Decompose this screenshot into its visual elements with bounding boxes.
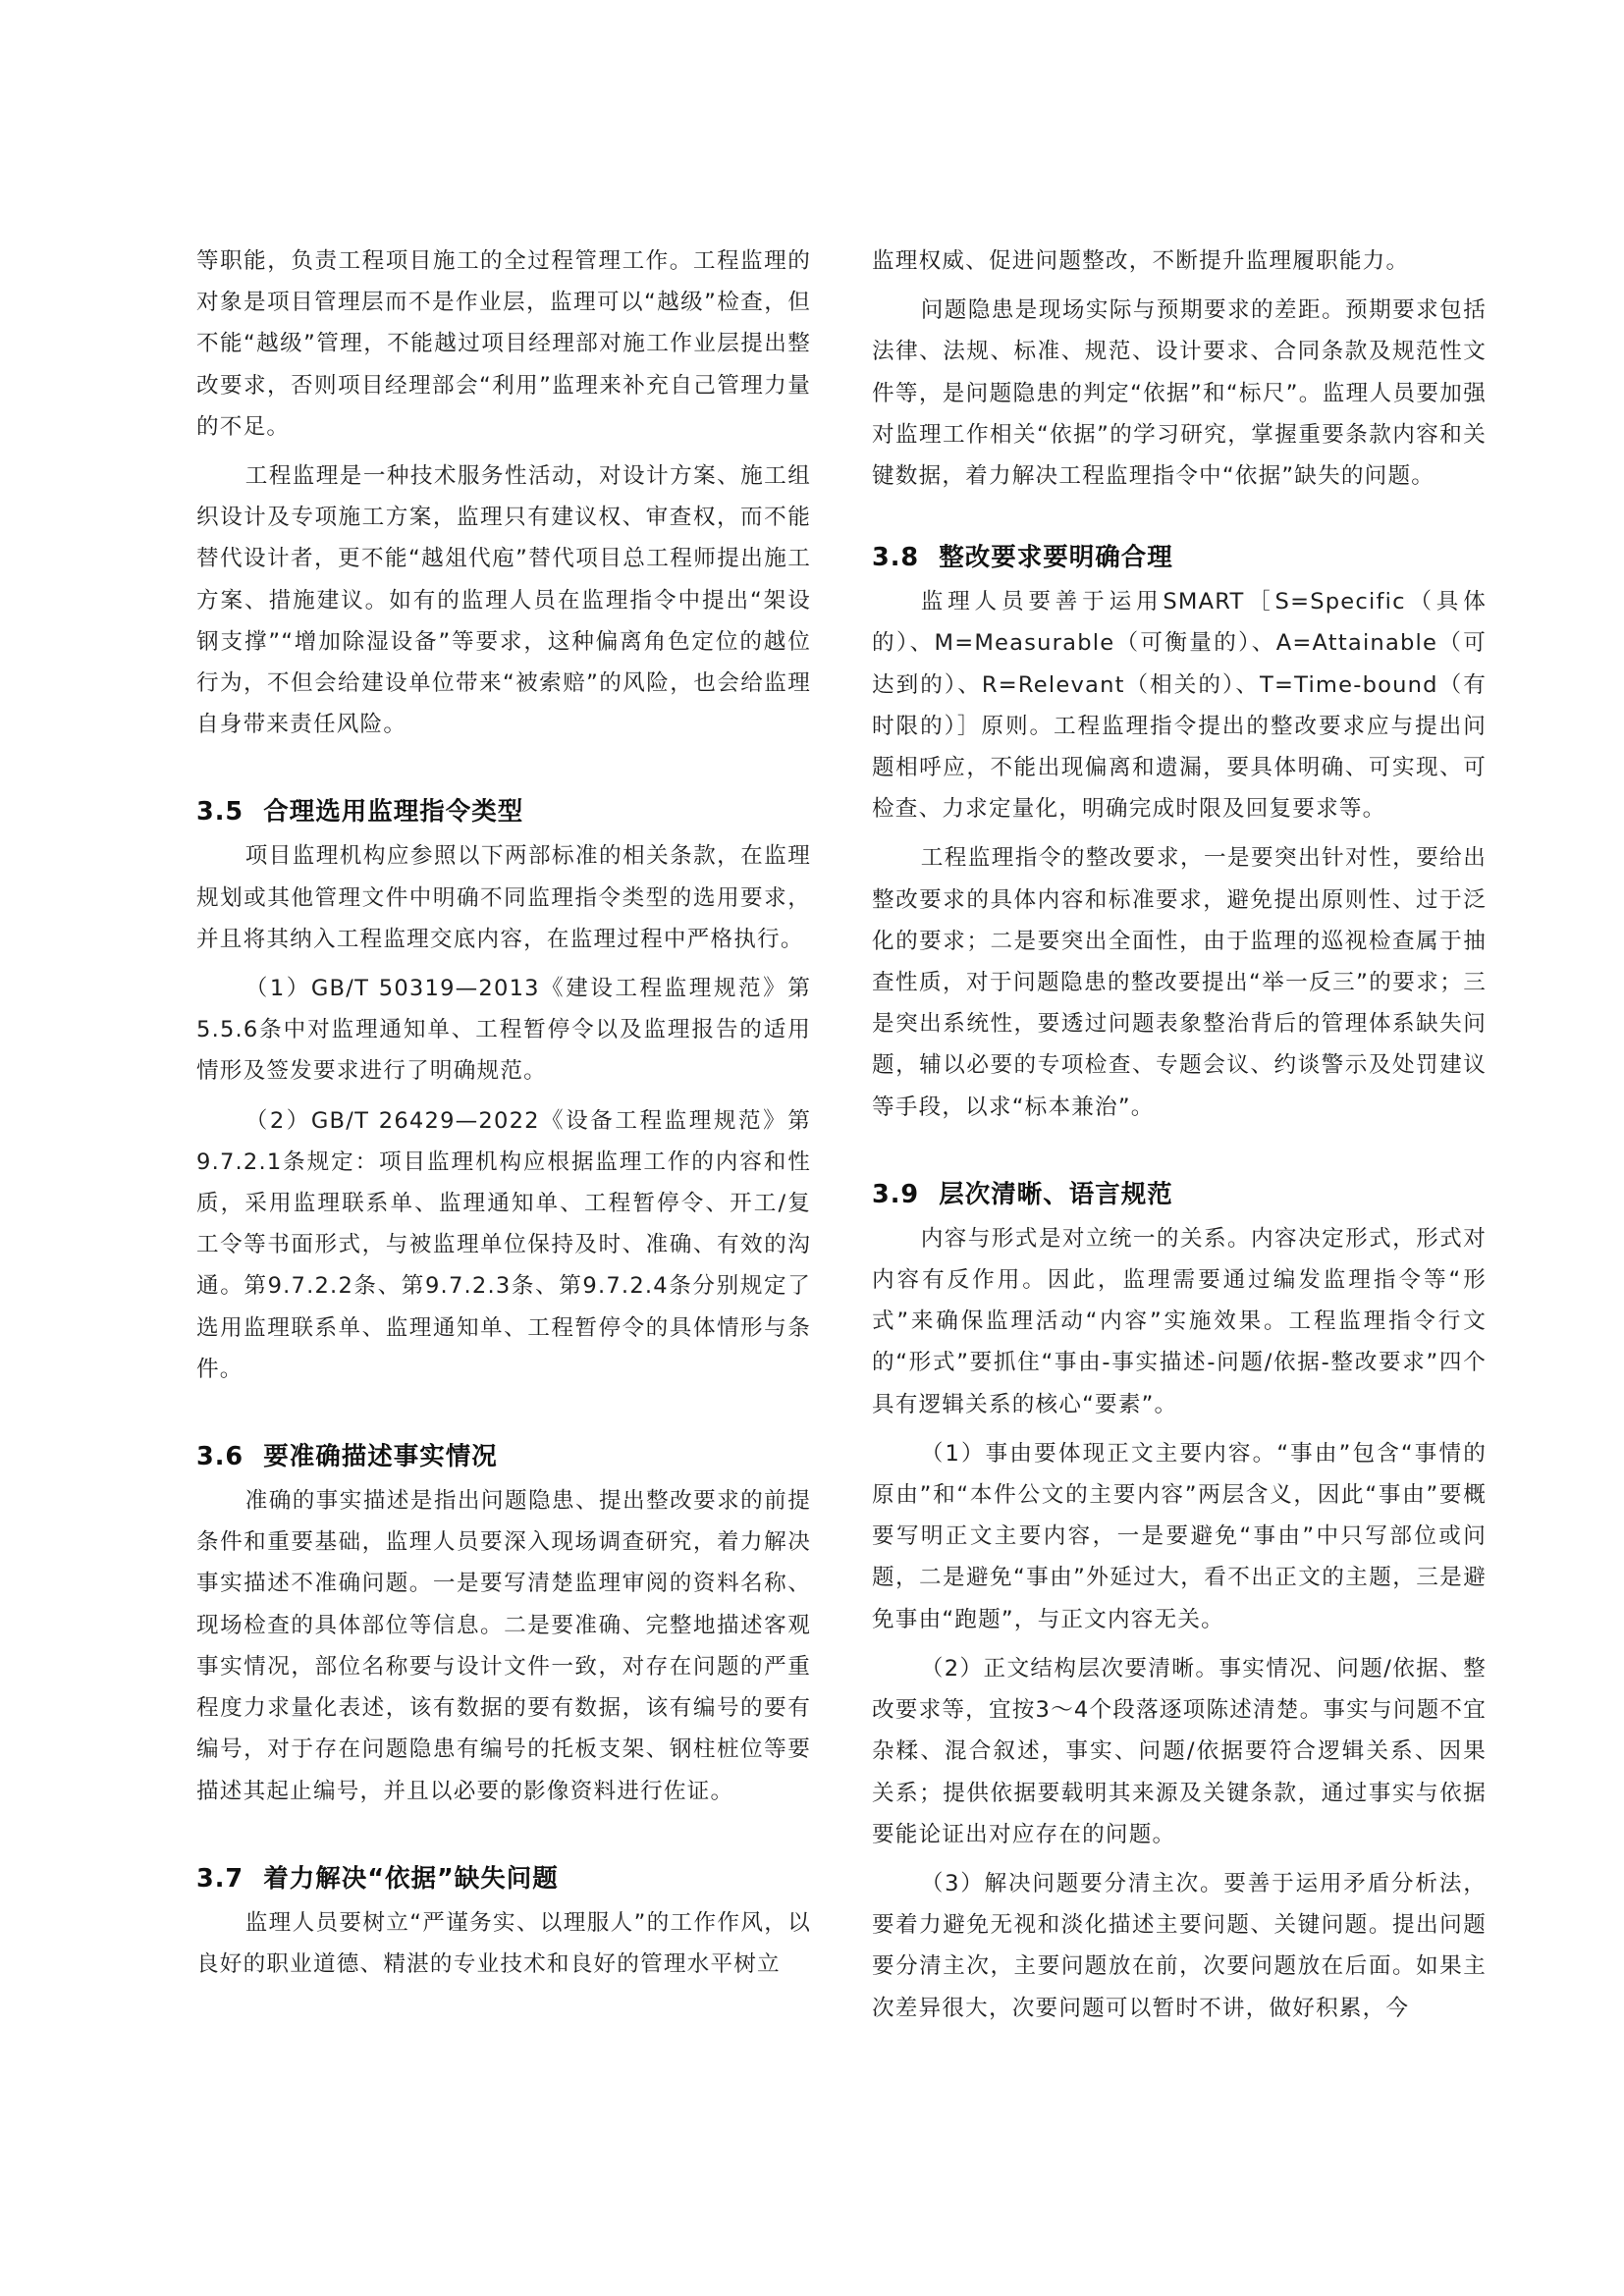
section-title: 层次清晰、语言规范 (939, 1179, 1173, 1209)
section-heading-3-9 (872, 1173, 1487, 1216)
paragraph: 准确的事实描述是指出问题隐患、提出整改要求的前提条件和重要基础，监理人员要深入现场调查研究，着力解决事实描述不准确问题。一是要写清楚监理审阅的资料名称、现场检查的具体部位等信息。二是要准确、完整地描述客观事实情况，部位名称要与设计文件一致，对存在问题的严重程度力求量化表述，该有数据的要有数据，该有编号的要有编号，对于存在问题隐患有编号的托板支架、钢柱桩位等要描述其起止编号，并且以必要的影像资料进行佐证。 (196, 1488, 811, 1804)
section-title: 整改要求要明确合理 (939, 543, 1173, 573)
section-title: 着力解决“依据”缺失问题 (263, 1863, 559, 1894)
paragraph: （2）正文结构层次要清晰。事实情况、问题/依据、整改要求等，宜按3～4个段落逐项陈述清楚。事实与问题不宜杂糅、混合叙述，事实、问题/依据要符合逻辑关系、因果关系；提供依据要载明其来源及关键条款，通过事实与依据要能论证出对应存在的问题。 (872, 1655, 1487, 1847)
section-number: 3.5 (196, 797, 244, 828)
right-column (872, 240, 1487, 2106)
left-column (196, 240, 811, 2106)
section-title: 要准确描述事实情况 (263, 1442, 498, 1472)
paragraph: 监理权威、促进问题整改，不断提升监理履职能力。 (872, 248, 1410, 274)
section-number: 3.9 (872, 1179, 920, 1209)
paragraph: 内容与形式是对立统一的关系。内容决定形式，形式对内容有反作用。因此，监理需要通过编发监理指令等“形式”来确保监理活动“内容”实施效果。工程监理指令行文的“形式”要抓住“事由-事实描述-问题/依据-整改要求”四个具有逻辑关系的核心“要素”。 (872, 1225, 1487, 1417)
paragraph: 工程监理是一种技术服务性活动，对设计方案、施工组织设计及专项施工方案，监理只有建议权、审查权，而不能替代设计者，更不能“越俎代庖”替代项目总工程师提出施工方案、措施建议。如有的监理人员在监理指令中提出“架设钢支撑”“增加除湿设备”等要求，这种偏离角色定位的越位行为，不但会给建设单位带来“被索赔”的风险，也会给监理自身带来责任风险。 (196, 463, 811, 738)
paragraph: （1）事由要体现正文主要内容。“事由”包含“事情的原由”和“本件公文的主要内容”两层含义，因此“事由”要概要写明正文主要内容，一是要避免“事由”中只写部位或问题，二是避免“事由”外延过大，看不出正文的主题，三是避免事由“跑题”，与正文内容无关。 (872, 1440, 1487, 1632)
section-number: 3.7 (196, 1863, 244, 1894)
section-number: 3.8 (872, 543, 920, 573)
section-number: 3.6 (196, 1442, 244, 1472)
section-heading-3-5 (196, 790, 811, 833)
section-title: 合理选用监理指令类型 (263, 797, 524, 828)
paragraph: （1）GB/T 50319—2013《建设工程监理规范》第5.5.6条中对监理通知单、工程暂停令以及监理报告的适用情形及签发要求进行了明确规范。 (196, 976, 811, 1085)
paragraph: 监理人员要树立“严谨务实、以理服人”的工作作风，以良好的职业道德、精湛的专业技术和良好的管理水平树立 (196, 1909, 811, 1977)
section-heading-3-6 (196, 1435, 811, 1478)
paragraph: 监理人员要善于运用SMART［S=Specific（具体的）、M=Measurable（可衡量的）、A=Attainable（可达到的）、R=Relevant（相关的）、T=Time-bound（有时限的）］原则。工程监理指令提出的整改要求应与提出问题相呼应，不能出现偏离和遗漏，要具体明确、可实现、可检查、力求定量化，明确完成时限及回复要求等。 (872, 589, 1487, 823)
document-page (196, 240, 1487, 2106)
section-heading-3-8 (872, 536, 1487, 579)
paragraph: 工程监理指令的整改要求，一是要突出针对性，要给出整改要求的具体内容和标准要求，避免提出原则性、过于泛化的要求；二是要突出全面性，由于监理的巡视检查属于抽查性质，对于问题隐患的整改要提出“举一反三”的要求；三是突出系统性，要透过问题表象整治背后的管理体系缺失问题，辅以必要的专项检查、专题会议、约谈警示及处罚建议等手段，以求“标本兼治”。 (872, 845, 1487, 1120)
paragraph: 问题隐患是现场实际与预期要求的差距。预期要求包括法律、法规、标准、规范、设计要求、合同条款及规范性文件等，是问题隐患的判定“依据”和“标尺”。监理人员要加强对监理工作相关“依据”的学习研究，掌握重要条款内容和关键数据，着力解决工程监理指令中“依据”缺失的问题。 (872, 297, 1487, 490)
paragraph: （2）GB/T 26429—2022《设备工程监理规范》第9.7.2.1条规定：项目监理机构应根据监理工作的内容和性质，采用监理联系单、监理通知单、工程暂停令、开工/复工令等书面形式，与被监理单位保持及时、准确、有效的沟通。第9.7.2.2条、第9.7.2.3条、第9.7.2.4条分别规定了选用监理联系单、监理通知单、工程暂停令的具体情形与条件。 (196, 1107, 811, 1382)
paragraph: （3）解决问题要分清主次。要善于运用矛盾分析法，要着力避免无视和淡化描述主要问题、关键问题。提出问题要分清主次，主要问题放在前，次要问题放在后面。如果主次差异很大，次要问题可以暂时不讲，做好积累，今 (872, 1870, 1487, 2021)
paragraph: 等职能，负责工程项目施工的全过程管理工作。工程监理的对象是项目管理层而不是作业层，监理可以“越级”检查，但不能“越级”管理，不能越过项目经理部对施工作业层提出整改要求，否则项目经理部会“利用”监理来补充自己管理力量的不足。 (196, 248, 811, 440)
paragraph: 项目监理机构应参照以下两部标准的相关条款，在监理规划或其他管理文件中明确不同监理指令类型的选用要求，并且将其纳入工程监理交底内容，在监理过程中严格执行。 (196, 843, 811, 952)
section-heading-3-7 (196, 1857, 811, 1900)
